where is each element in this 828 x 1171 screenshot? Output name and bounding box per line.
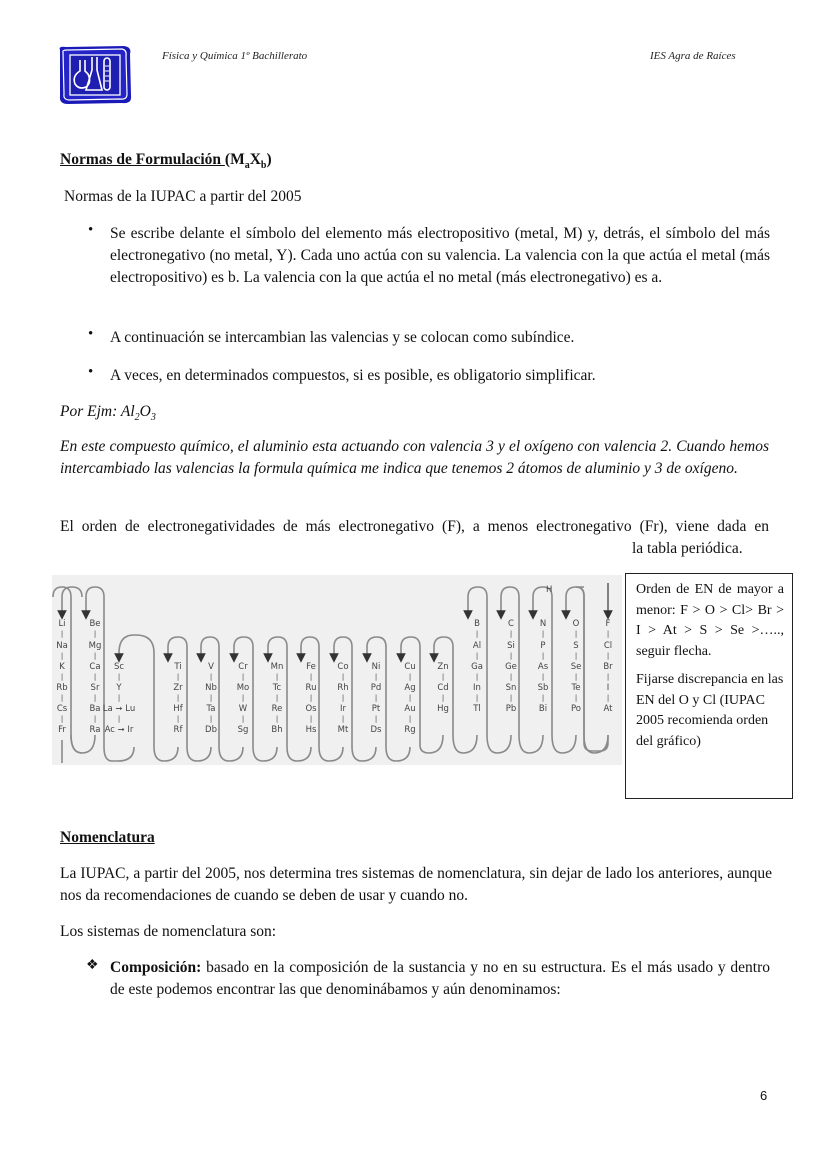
connector-tick: |	[574, 630, 578, 638]
element-symbol: Ta	[206, 704, 216, 714]
connector-tick: |	[309, 673, 313, 681]
connector-tick: |	[541, 673, 545, 681]
element-symbol: B	[474, 619, 480, 629]
element-symbol: In	[473, 683, 481, 693]
element-symbol: Os	[305, 704, 317, 714]
element-symbol: Pt	[371, 704, 381, 714]
element-symbol: Rg	[404, 725, 416, 735]
element-symbol: I	[606, 683, 610, 693]
connector-tick: |	[93, 673, 97, 681]
lab-flasks-icon	[56, 44, 134, 106]
connector-tick: |	[275, 715, 279, 723]
connector-tick: |	[93, 715, 97, 723]
element-symbol: Pd	[370, 683, 382, 693]
connector-tick: |	[275, 673, 279, 681]
element-symbol: Se	[570, 662, 582, 672]
element-symbol: Tc	[272, 683, 282, 693]
element-symbol: At	[603, 704, 613, 714]
element-symbol: Br	[603, 662, 613, 672]
bullet-text-2: A continuación se intercambian las valencias y se colocan como subíndice.	[110, 329, 575, 346]
connector-tick: |	[309, 694, 313, 702]
element-symbol: V	[208, 662, 214, 672]
example-explanation: En este compuesto químico, el aluminio esta actuando con valencia 3 y el oxígeno con valencia 2. Cuando hemos intercambiado las valencias la formula química me indica que tenemos 2 átomos de aluminio y 3 de oxígeno.	[60, 438, 769, 477]
element-symbol: Rh	[337, 683, 349, 693]
electronegativity-note-box	[625, 573, 793, 799]
connector-tick: |	[341, 673, 345, 681]
connector-tick: |	[509, 673, 513, 681]
connector-tick: |	[374, 694, 378, 702]
hydrogen-label: H	[546, 585, 553, 595]
connector-tick: |	[475, 652, 479, 660]
connector-tick: |	[606, 694, 610, 702]
connector-tick: |	[541, 630, 545, 638]
element-symbol: Al	[472, 641, 482, 651]
connector-tick: |	[509, 652, 513, 660]
connector-tick: |	[541, 694, 545, 702]
connector-tick: |	[441, 694, 445, 702]
connector-tick: |	[209, 694, 213, 702]
element-symbol: Mn	[270, 662, 284, 672]
example-label: Por Ejm: $Al_2O_3$	[60, 403, 156, 424]
element-symbol: Po	[570, 704, 582, 714]
element-symbol: Ca	[89, 662, 101, 672]
element-symbol: Zn	[437, 662, 449, 672]
en-order-line2: la tabla periódica.	[632, 540, 743, 557]
element-symbol: Hg	[437, 704, 449, 714]
element-symbol: Ga	[471, 662, 483, 672]
element-symbol: Ac ➞ Ir	[104, 725, 134, 735]
element-symbol: Ir	[339, 704, 347, 714]
element-symbol: O	[572, 619, 580, 629]
element-symbol: Cd	[437, 683, 449, 693]
element-symbol: Mt	[337, 725, 349, 735]
connector-tick: |	[60, 715, 64, 723]
element-symbol: Fe	[306, 662, 316, 672]
connector-tick: |	[93, 630, 97, 638]
element-symbol: Hs	[305, 725, 317, 735]
connector-tick: |	[441, 673, 445, 681]
element-symbol: Ge	[505, 662, 517, 672]
element-symbol: Pb	[505, 704, 517, 714]
section-subtitle: Normas de la IUPAC a partir del 2005	[64, 188, 302, 205]
connector-tick: |	[408, 673, 412, 681]
connector-tick: |	[509, 630, 513, 638]
element-symbol: Si	[507, 641, 515, 651]
element-symbol: Sg	[237, 725, 249, 735]
element-symbol: Cl	[603, 641, 613, 651]
section-title-nomenclatura: Nomenclatura	[60, 829, 155, 846]
element-symbol: Re	[271, 704, 283, 714]
connector-tick: |	[60, 652, 64, 660]
element-symbol: Sn	[505, 683, 517, 693]
school-logo	[56, 44, 134, 106]
section-title-formulacion: Normas de Formulación $(M_aX_b)$	[60, 151, 272, 172]
element-symbol: C	[508, 619, 514, 629]
element-symbol: Li	[58, 619, 66, 629]
element-symbol: Ds	[370, 725, 382, 735]
connector-tick: |	[341, 715, 345, 723]
element-symbol: S	[573, 641, 579, 651]
connector-tick: |	[509, 694, 513, 702]
element-symbol: P	[540, 641, 546, 651]
element-symbol: Ni	[371, 662, 381, 672]
connector-tick: |	[60, 694, 64, 702]
bullet-icon: •	[88, 222, 94, 238]
bullet-icon: •	[88, 364, 94, 380]
page-number: 6	[760, 1088, 768, 1103]
bullet-icon: •	[88, 326, 94, 342]
element-symbol: Cu	[404, 662, 416, 672]
element-symbol: Bi	[538, 704, 548, 714]
connector-tick: |	[475, 694, 479, 702]
element-symbol: Ra	[89, 725, 101, 735]
composicion-item	[110, 957, 770, 1001]
element-symbol: Rf	[173, 725, 183, 735]
note-paragraph-1: Orden de EN de mayor a menor: F > O > Cl> Br > I > At > S > Se >….., seguir flecha.	[636, 582, 784, 659]
element-symbol: Mo	[236, 683, 250, 693]
element-symbol: Tl	[473, 704, 481, 714]
connector-tick: |	[60, 630, 64, 638]
element-symbol: Zr	[173, 683, 183, 693]
header-course: Física y Química 1º Bachillerato	[162, 50, 308, 62]
element-symbol: Cr	[238, 662, 248, 672]
element-symbol: Te	[571, 683, 581, 693]
connector-tick: |	[606, 652, 610, 660]
element-symbol: F	[605, 619, 611, 629]
element-symbol: K	[59, 662, 65, 672]
connector-tick: |	[574, 652, 578, 660]
element-symbol: Ba	[89, 704, 101, 714]
element-symbol: As	[537, 662, 549, 672]
connector-tick: |	[209, 715, 213, 723]
element-symbol: Ag	[404, 683, 416, 693]
connector-tick: |	[209, 673, 213, 681]
connector-tick: |	[408, 715, 412, 723]
element-symbol: Db	[205, 725, 217, 735]
element-symbol: La ➞ Lu	[102, 704, 136, 714]
element-symbol: Nb	[205, 683, 217, 693]
element-symbol: Co	[337, 662, 349, 672]
element-symbol: W	[238, 704, 248, 714]
connector-tick: |	[374, 715, 378, 723]
electronegativity-flow-diagram	[52, 575, 622, 765]
element-symbol: Na	[56, 641, 68, 651]
connector-tick: |	[93, 652, 97, 660]
header-school: IES Agra de Raíces	[650, 50, 736, 62]
element-symbol: Hf	[173, 704, 183, 714]
connector-tick: |	[309, 715, 313, 723]
element-symbol: Fr	[58, 725, 66, 735]
connector-tick: |	[117, 715, 121, 723]
connector-tick: |	[176, 715, 180, 723]
connector-tick: |	[60, 673, 64, 681]
connector-tick: |	[176, 673, 180, 681]
element-symbol: Ti	[174, 662, 182, 672]
connector-tick: |	[574, 694, 578, 702]
element-symbol: N	[539, 619, 547, 629]
connector-tick: |	[606, 630, 610, 638]
connector-tick: |	[475, 673, 479, 681]
connector-tick: |	[117, 694, 121, 702]
connector-tick: |	[475, 630, 479, 638]
element-symbol: Y	[116, 683, 122, 693]
element-symbol: Sb	[537, 683, 549, 693]
connector-tick: |	[93, 694, 97, 702]
element-symbol: Au	[404, 704, 416, 714]
composicion-text: basado en la composición de la sustancia y no en su estructura. Es el más usado y dentro de este podemos encontrar las que denominábamos y aún denominamos:	[110, 959, 770, 998]
element-symbol: Rb	[56, 683, 68, 693]
connector-tick: |	[176, 694, 180, 702]
composicion-label: Composición:	[110, 959, 202, 976]
connector-tick: |	[541, 652, 545, 660]
bullet-text-3: A veces, en determinados compuestos, si es posible, es obligatorio simplificar.	[110, 367, 596, 384]
connector-tick: |	[574, 673, 578, 681]
element-symbol: Ru	[305, 683, 317, 693]
element-symbol: Sr	[90, 683, 100, 693]
element-symbol: Sc	[113, 662, 125, 672]
element-symbol: Mg	[88, 641, 102, 651]
connector-tick: |	[374, 673, 378, 681]
element-symbol: Cs	[56, 704, 68, 714]
connector-tick: |	[241, 673, 245, 681]
note-paragraph-2: Fijarse discrepancia en las EN del O y Cl (IUPAC 2005 recomienda orden del gráfico)	[636, 672, 784, 749]
systems-intro: Los sistemas de nomenclatura son:	[60, 923, 277, 940]
connector-tick: |	[117, 673, 121, 681]
element-symbol: Bh	[271, 725, 283, 735]
element-symbol: Be	[89, 619, 101, 629]
diamond-star-bullet-icon: ❖	[86, 958, 99, 973]
bullet-text-1: Se escribe delante el símbolo del elemento más electropositivo (metal, M) y, detrás, el símbolo del más electronegativo (no metal, Y). Cada uno actúa con su valencia. La valencia con la que actúa el metal (más electropositivo) es b. La valencia con la que actúa el no metal (más electronegativo) es a.	[110, 225, 770, 286]
connector-tick: |	[341, 694, 345, 702]
connector-tick: |	[408, 694, 412, 702]
en-order-line1: El orden de electronegatividades de más electronegativo (F), a menos electronegativo (Fr), viene dada en	[60, 518, 769, 535]
nomenclature-intro: La IUPAC, a partir del 2005, nos determina tres sistemas de nomenclatura, sin dejar de lado los anteriores, aunque nos da recomendaciones de cuando se deben de usar y cuando no.	[60, 865, 772, 904]
connector-tick: |	[606, 673, 610, 681]
connector-tick: |	[241, 715, 245, 723]
connector-tick: |	[241, 694, 245, 702]
connector-tick: |	[275, 694, 279, 702]
